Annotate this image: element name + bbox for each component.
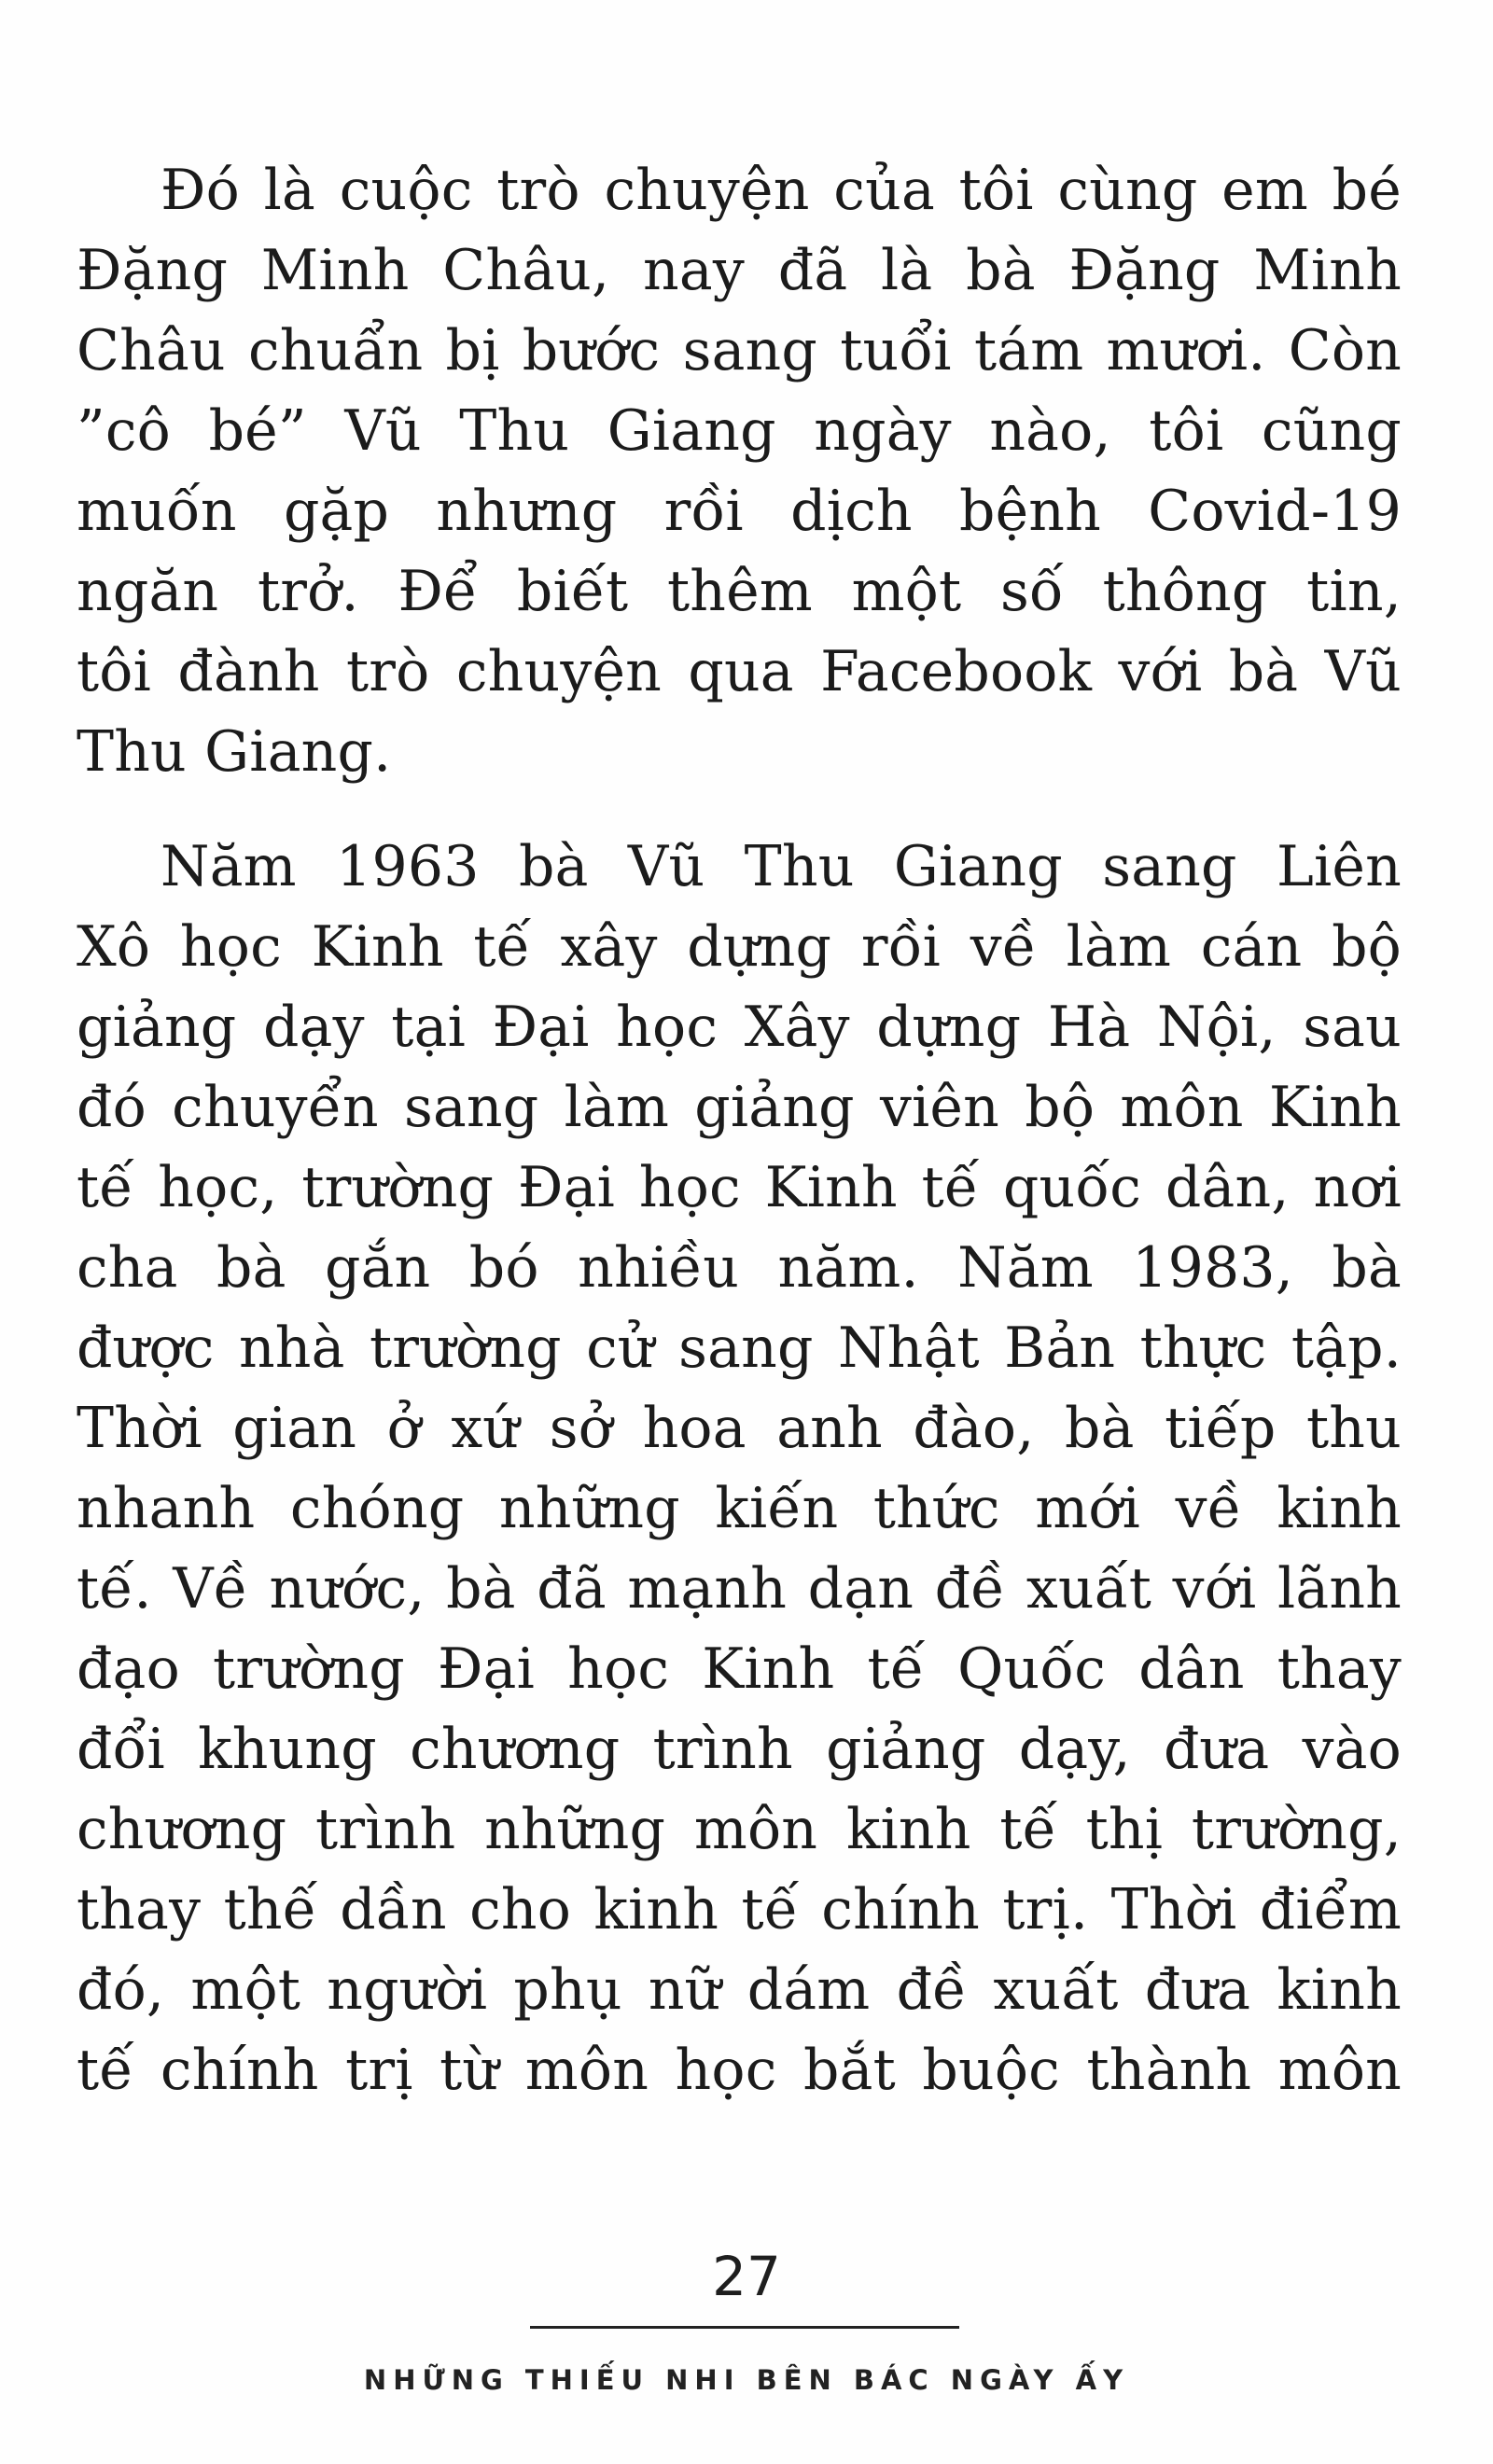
- text-line: Châu chuẩn bị bước sang tuổi tám mươi. Còn: [77, 318, 1402, 383]
- running-title: NHỮNG THIẾU NHI BÊN BÁC NGÀY ẤY: [363, 2364, 1130, 2396]
- text-line: giảng dạy tại Đại học Xây dựng Hà Nội, sau: [77, 995, 1402, 1060]
- text-line: nhanh chóng những kiến thức mới về kinh: [77, 1476, 1402, 1541]
- text-line: tế học, trường Đại học Kinh tế quốc dân, nơi: [77, 1155, 1402, 1220]
- footer-divider: [530, 2326, 959, 2329]
- text-line: Đó là cuộc trò chuyện của tôi cùng em bé: [160, 158, 1402, 223]
- text-line: thay thế dần cho kinh tế chính trị. Thời điểm: [77, 1877, 1402, 1942]
- text-line: được nhà trường cử sang Nhật Bản thực tập.: [77, 1316, 1402, 1381]
- text-line: Thu Giang.: [77, 719, 392, 785]
- text-line: Thời gian ở xứ sở hoa anh đào, bà tiếp thu: [77, 1396, 1402, 1461]
- text-line: cha bà gắn bó nhiều năm. Năm 1983, bà: [77, 1235, 1402, 1301]
- text-line: Xô học Kinh tế xây dựng rồi về làm cán bộ: [77, 914, 1402, 980]
- text-line: đó, một người phụ nữ dám đề xuất đưa kinh: [77, 1957, 1402, 2023]
- page-number: 27: [712, 2245, 781, 2308]
- text-line: đạo trường Đại học Kinh tế Quốc dân thay: [77, 1636, 1402, 1702]
- text-line: tôi đành trò chuyện qua Facebook với bà Vũ: [77, 639, 1402, 704]
- text-line: ngăn trở. Để biết thêm một số thông tin,: [77, 559, 1402, 624]
- text-line: Đặng Minh Châu, nay đã là bà Đặng Minh: [77, 238, 1402, 303]
- text-line: tế chính trị từ môn học bắt buộc thành môn: [77, 2038, 1402, 2103]
- text-line: muốn gặp nhưng rồi dịch bệnh Covid-19: [77, 479, 1402, 544]
- text-line: đó chuyển sang làm giảng viên bộ môn Kinh: [77, 1075, 1402, 1140]
- text-line: ”cô bé” Vũ Thu Giang ngày nào, tôi cũng: [77, 398, 1402, 464]
- text-line: chương trình những môn kinh tế thị trường,: [77, 1797, 1402, 1862]
- text-line: đổi khung chương trình giảng dạy, đưa vào: [77, 1717, 1402, 1782]
- text-line: tế. Về nước, bà đã mạnh dạn đề xuất với lãnh: [77, 1556, 1402, 1622]
- text-line: Năm 1963 bà Vũ Thu Giang sang Liên: [160, 834, 1402, 899]
